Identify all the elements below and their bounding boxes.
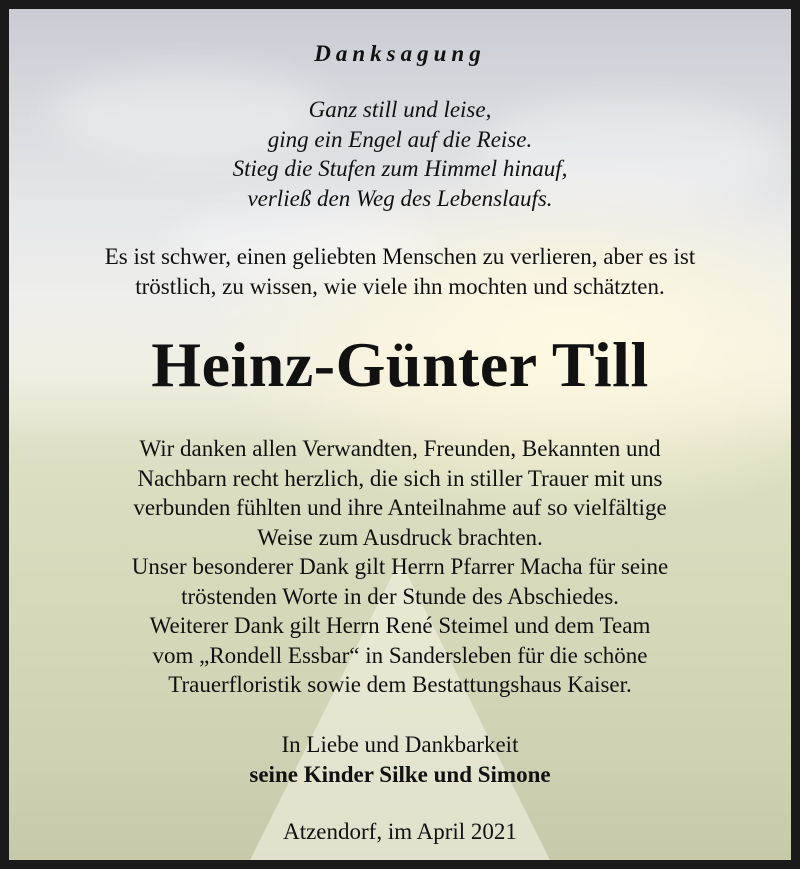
poem-line: ging ein Engel auf die Reise. — [267, 126, 533, 152]
poem — [9, 95, 791, 213]
notice-heading: Danksagung — [314, 41, 486, 66]
intro-text — [9, 242, 791, 301]
thanks-line: Unser besonderer Dank gilt Herrn Pfarrer Macha für seine — [131, 554, 669, 579]
thanks-text — [9, 434, 791, 700]
deceased-name: Heinz-Günter Till — [151, 329, 649, 400]
thanks-line: Weise zum Ausdruck brachten. — [257, 524, 543, 550]
intro-line: Es ist schwer, einen geliebten Menschen zu verlieren, aber es ist — [104, 244, 696, 269]
thanks-line: Trauerfloristik sowie dem Bestattungshaus Kaiser. — [168, 672, 632, 697]
thanks-line: vom „Rondell Essbar“ in Sandersleben für die schöne — [152, 642, 648, 668]
place-date: Atzendorf, im April 2021 — [283, 819, 517, 844]
thanks-line: Wir danken allen Verwandten, Freunden, Bekannten und — [139, 436, 661, 461]
poem-line: verließ den Weg des Lebenslaufs. — [247, 185, 553, 211]
thanks-line: verbunden fühlten und ihre Anteilnahme auf so vielfältige — [133, 495, 667, 520]
signers: seine Kinder Silke und Simone — [249, 761, 551, 787]
intro-line: tröstlich, zu wissen, wie viele ihn mochten und schätzten. — [135, 273, 665, 299]
thanks-line: Weiterer Dank gilt Herrn René Steimel und dem Team — [149, 613, 651, 638]
poem-line: Stieg die Stufen zum Himmel hinauf, — [232, 156, 568, 181]
poem-line: Ganz still und leise, — [308, 97, 492, 122]
thanks-line: Nachbarn recht herzlich, die sich in stiller Trauer mit uns — [137, 465, 663, 491]
closing — [9, 730, 791, 789]
closing-phrase: In Liebe und Dankbarkeit — [281, 732, 519, 757]
thanks-line: tröstenden Worte in der Stunde des Abschiedes. — [181, 583, 619, 609]
notice-content — [9, 9, 791, 860]
